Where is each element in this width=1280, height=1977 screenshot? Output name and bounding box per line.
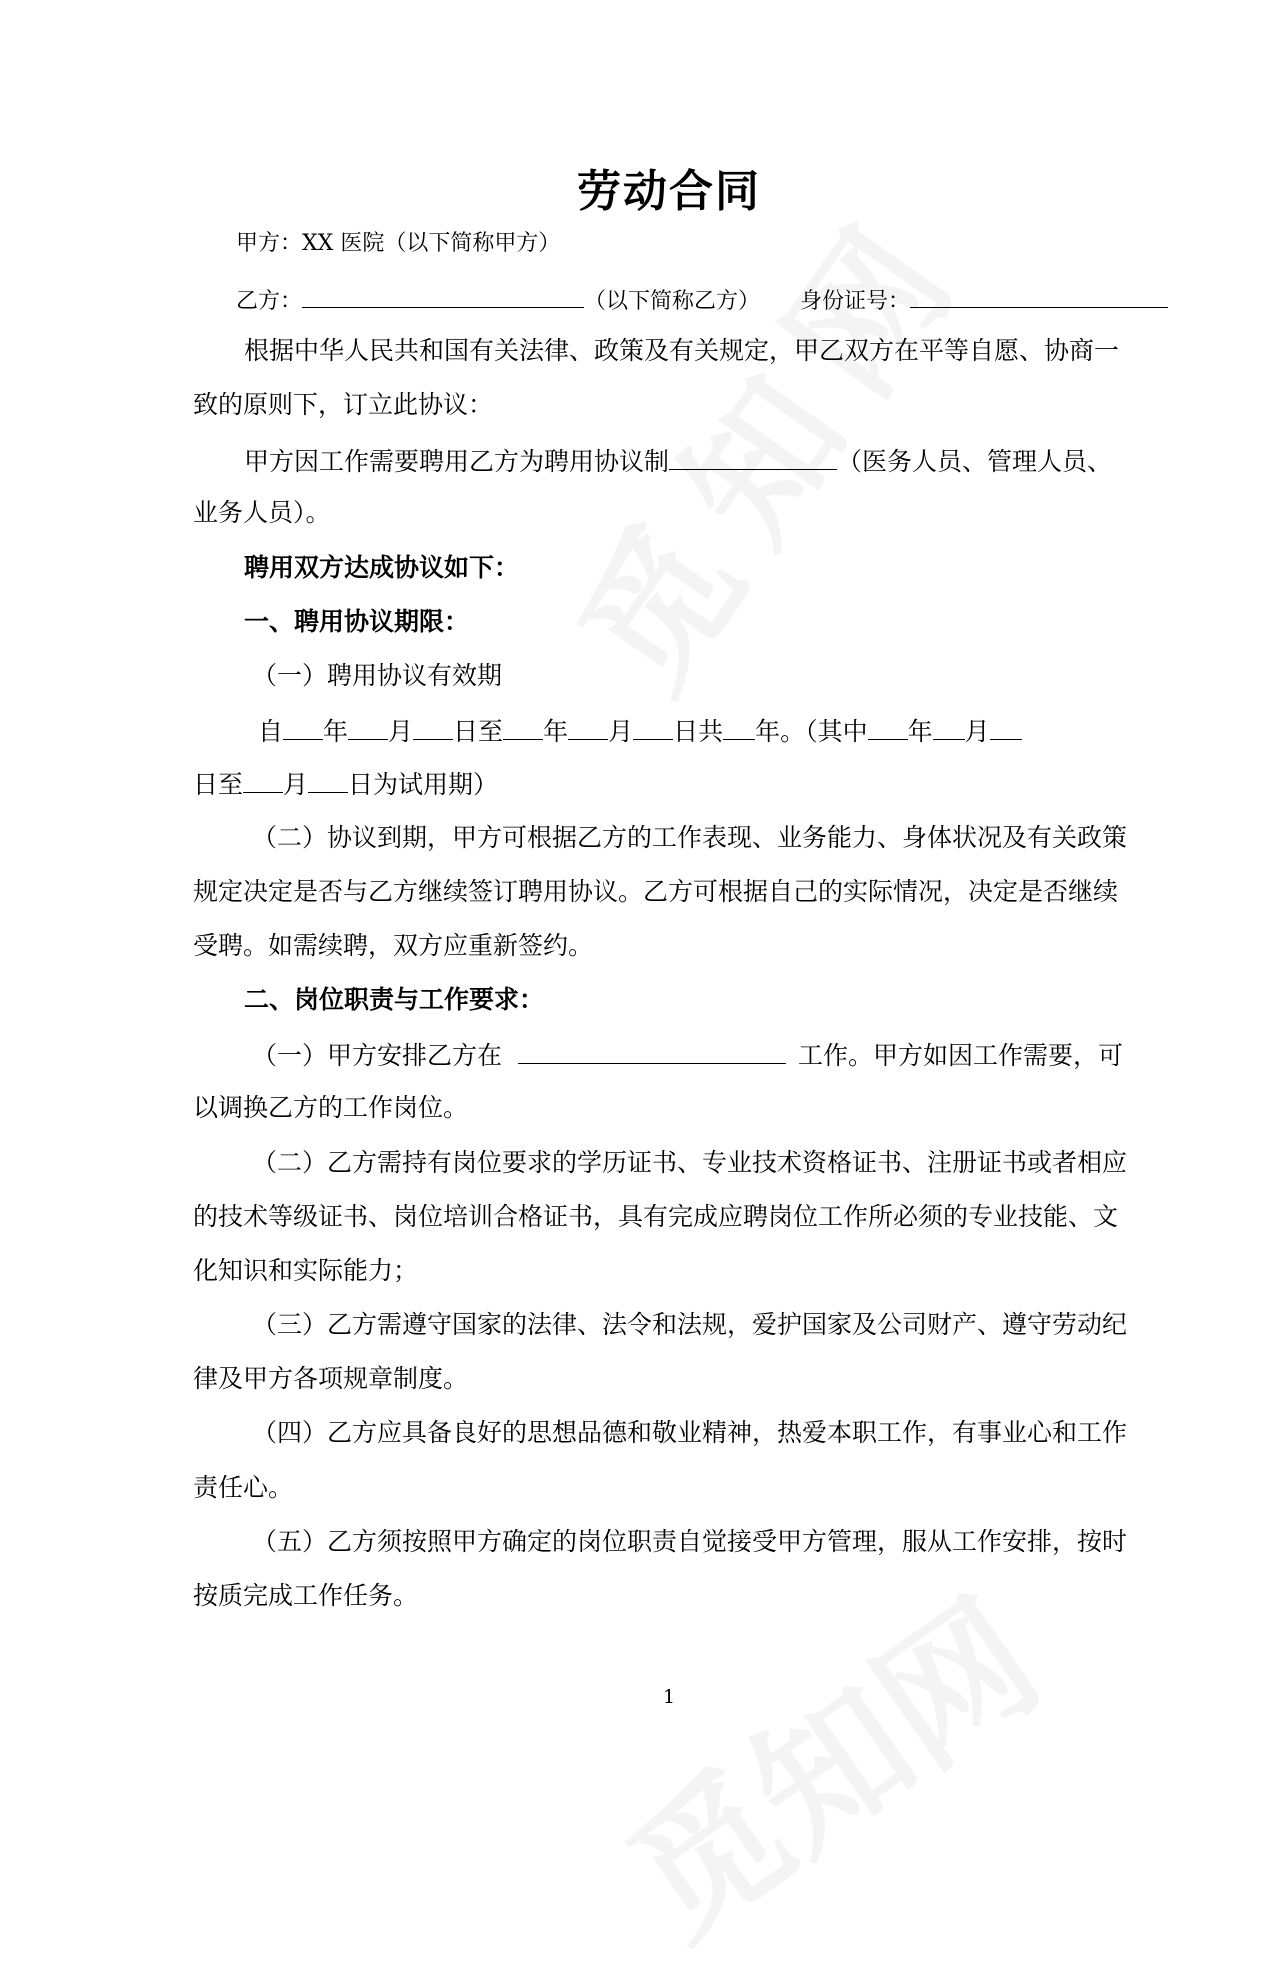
term-date-line-2: 日至 月 日为试用期） xyxy=(193,770,499,799)
preamble-line-2: 致的原则下，订立此协议： xyxy=(193,390,494,419)
position-blank[interactable] xyxy=(669,445,837,470)
section-2-sub-2-line-1: （二）乙方需持有岗位要求的学历证书、专业技术资格证书、注册证书或者相应 xyxy=(252,1148,1128,1177)
section-2-heading: 二、岗位职责与工作要求： xyxy=(244,985,545,1014)
section-1-sub-1: （一）聘用协议有效期 xyxy=(252,661,503,690)
party-b-suffix: （以下简称乙方） xyxy=(584,289,761,314)
id-number-label: 身份证号： xyxy=(800,289,911,314)
term-date-line-1: 自 年 月 日至 年 月 日共 年。（其中 年 月 xyxy=(258,715,1022,747)
section-1-sub-2-line-3: 受聘。如需续聘，双方应重新签约。 xyxy=(193,931,594,960)
section-2-sub-5-line-2: 按质完成工作任务。 xyxy=(193,1581,419,1610)
end-year-blank[interactable] xyxy=(503,715,543,740)
end-month-blank[interactable] xyxy=(568,715,608,740)
section-2-sub-2-line-2: 的技术等级证书、岗位培训合格证书，具有完成应聘岗位工作所必须的专业技能、文 xyxy=(193,1202,1119,1231)
probation-year-blank[interactable] xyxy=(868,715,908,740)
end-day-blank[interactable] xyxy=(633,715,673,740)
section-2-sub-1-line-1 xyxy=(252,1039,1123,1071)
probation-month-blank[interactable] xyxy=(933,715,965,740)
position-clause-prefix: 甲方因工作需要聘用乙方为聘用协议制 xyxy=(244,447,670,476)
section-2-sub-1-line-2: 以调换乙方的工作岗位。 xyxy=(193,1093,469,1122)
document-title: 劳动合同 xyxy=(577,166,761,217)
preamble-line-1: 根据中华人民共和国有关法律、政策及有关规定，甲乙双方在平等自愿、协商一 xyxy=(244,336,1120,365)
section-2-sub-1-prefix: （一）甲方安排乙方在 xyxy=(252,1041,503,1070)
section-2-sub-3-line-1: （三）乙方需遵守国家的法律、法令和法规，爱护国家及公司财产、遵守劳动纪 xyxy=(252,1310,1128,1339)
section-1-sub-2-line-2: 规定决定是否与乙方继续签订聘用协议。乙方可根据自己的实际情况，决定是否继续 xyxy=(193,877,1119,906)
work-post-blank[interactable] xyxy=(518,1039,786,1064)
watermark xyxy=(520,158,1007,724)
position-clause-line-2: 业务人员）。 xyxy=(193,498,331,527)
section-1-heading: 一、聘用协议期限： xyxy=(244,607,470,636)
total-years-blank[interactable] xyxy=(723,715,755,740)
position-clause-suffix: （医务人员、管理人员、 xyxy=(837,447,1113,476)
start-year-blank[interactable] xyxy=(283,715,323,740)
party-b-line xyxy=(236,283,1168,317)
section-2-sub-2-line-3: 化知识和实际能力； xyxy=(193,1256,419,1285)
start-day-blank[interactable] xyxy=(413,715,453,740)
section-2-sub-4-line-2: 责任心。 xyxy=(193,1473,294,1502)
page-number: 1 xyxy=(662,1686,676,1708)
party-b-label: 乙方： xyxy=(236,289,303,314)
start-month-blank[interactable] xyxy=(348,715,388,740)
probation-end-day-blank[interactable] xyxy=(308,768,348,793)
section-1-sub-2-line-1: （二）协议到期，甲方可根据乙方的工作表现、业务能力、身体状况及有关政策 xyxy=(252,823,1128,852)
section-2-sub-1-suffix: 工作。甲方如因工作需要，可 xyxy=(798,1041,1124,1070)
probation-day-blank[interactable] xyxy=(990,715,1022,740)
party-b-name-blank[interactable] xyxy=(302,283,584,308)
section-2-sub-4-line-1: （四）乙方应具备良好的思想品德和敬业精神，热爱本职工作，有事业心和工作 xyxy=(252,1418,1128,1447)
probation-end-month-blank[interactable] xyxy=(243,768,283,793)
agreement-heading: 聘用双方达成协议如下： xyxy=(244,553,520,582)
id-number-blank[interactable] xyxy=(910,283,1168,308)
section-2-sub-3-line-2: 律及甲方各项规章制度。 xyxy=(193,1364,469,1393)
watermark-bottom xyxy=(580,1542,1073,1977)
section-2-sub-5-line-1: （五）乙方须按照甲方确定的岗位职责自觉接受甲方管理，服从工作安排，按时 xyxy=(252,1527,1128,1556)
position-clause-line-1 xyxy=(244,445,1112,477)
party-a-line: 甲方：XX 医院（以下简称甲方） xyxy=(236,231,561,256)
